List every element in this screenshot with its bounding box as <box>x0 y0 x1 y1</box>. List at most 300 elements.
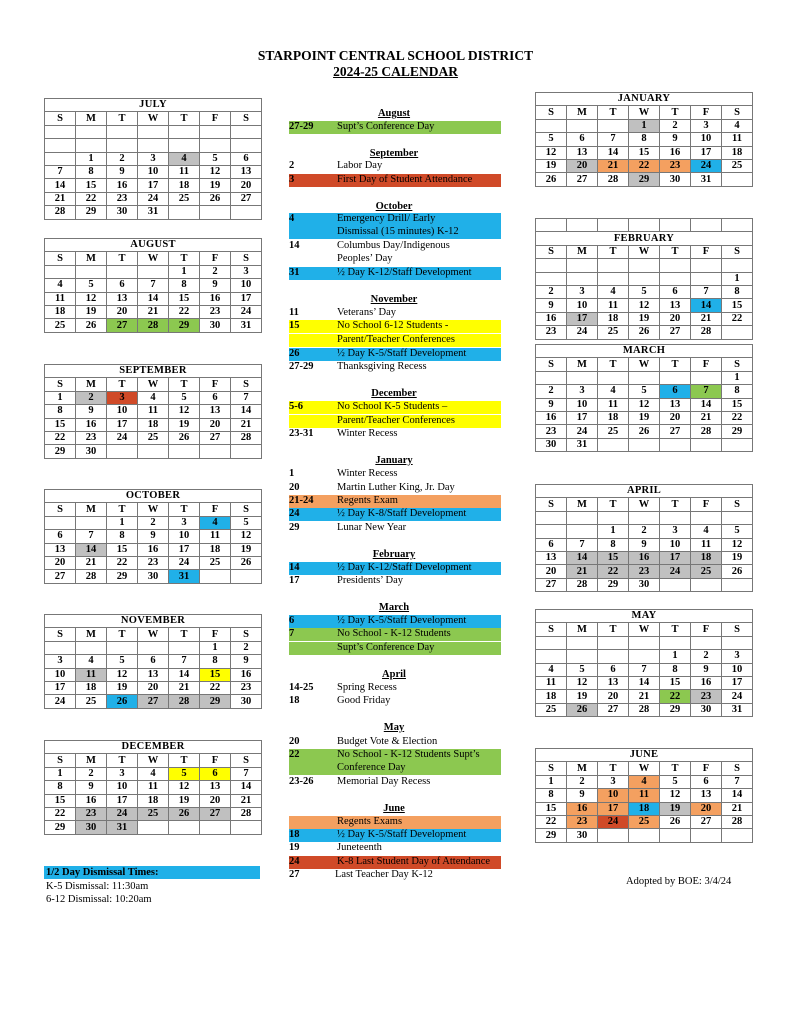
day-cell: 17 <box>231 292 262 305</box>
weekday-label: W <box>629 358 660 371</box>
day-cell: 17 <box>138 179 169 192</box>
day-cell: 11 <box>138 781 169 794</box>
day-cell: 8 <box>598 538 629 551</box>
day-cell: 24 <box>169 556 200 569</box>
week-row <box>45 206 262 219</box>
event-item <box>289 508 501 521</box>
day-cell: 25 <box>138 807 169 820</box>
weekday-label: T <box>598 498 629 511</box>
day-cell: 11 <box>598 299 629 312</box>
event-date: 19 <box>289 842 300 853</box>
day-cell: 15 <box>536 802 567 815</box>
blank-row <box>45 125 262 138</box>
event-description: Juneteenth <box>337 842 382 853</box>
weekday-label: W <box>629 762 660 775</box>
event-description: Thanksgiving Recess <box>337 361 427 372</box>
empty-cell <box>536 525 567 538</box>
day-cell: 22 <box>598 565 629 578</box>
day-cell: 5 <box>200 152 231 165</box>
day-cell: 25 <box>598 425 629 438</box>
day-cell: 1 <box>660 650 691 663</box>
weekday-label: S <box>231 112 262 125</box>
day-cell: 12 <box>660 789 691 802</box>
day-cell: 12 <box>76 292 107 305</box>
event-item <box>289 240 501 253</box>
event-description: Supt’s Conference Day <box>337 121 435 132</box>
week-row <box>536 802 753 815</box>
weekday-label: T <box>660 762 691 775</box>
day-cell: 15 <box>200 668 231 681</box>
day-cell: 15 <box>76 179 107 192</box>
day-cell: 4 <box>722 119 753 132</box>
weekday-label: T <box>107 628 138 641</box>
empty-cell <box>567 525 598 538</box>
day-cell: 25 <box>169 192 200 205</box>
empty-cell <box>138 641 169 654</box>
empty-cell <box>629 371 660 384</box>
day-cell: 21 <box>629 690 660 703</box>
day-cell: 31 <box>169 570 200 583</box>
day-cell: 2 <box>660 119 691 132</box>
district-title: STARPOINT CENTRAL SCHOOL DISTRICT <box>257 48 534 63</box>
day-cell: 22 <box>660 690 691 703</box>
event-month-heading: November <box>370 294 418 305</box>
day-cell: 10 <box>598 789 629 802</box>
event-date: 24 <box>289 856 300 867</box>
event-month-heading: December <box>371 388 417 399</box>
day-cell: 17 <box>107 794 138 807</box>
day-cell: 29 <box>107 570 138 583</box>
days-row <box>45 628 262 641</box>
empty-cell <box>231 445 262 458</box>
empty-cell <box>45 152 76 165</box>
event-item <box>289 468 501 481</box>
day-cell: 3 <box>107 391 138 404</box>
weekday-label: W <box>138 378 169 391</box>
blank-row <box>536 511 753 524</box>
day-cell: 7 <box>629 663 660 676</box>
day-cell: 7 <box>169 655 200 668</box>
month-name-row <box>45 99 262 112</box>
day-cell: 14 <box>76 543 107 556</box>
event-item <box>289 415 501 428</box>
empty-cell <box>598 511 629 524</box>
empty-cell <box>598 272 629 285</box>
day-cell: 14 <box>138 292 169 305</box>
weekday-label: F <box>200 503 231 516</box>
week-row <box>536 285 753 298</box>
dismissal-times-heading: 1/2 Day Dismissal Times: <box>44 866 260 879</box>
day-cell: 5 <box>76 279 107 292</box>
empty-cell <box>536 259 567 272</box>
day-cell: 16 <box>567 802 598 815</box>
empty-cell <box>107 125 138 138</box>
empty-cell <box>722 219 753 232</box>
event-item <box>289 267 501 280</box>
empty-cell <box>691 438 722 451</box>
calendar-nov <box>44 614 262 709</box>
day-cell: 13 <box>598 676 629 689</box>
empty-cell <box>567 272 598 285</box>
weekday-label: M <box>76 378 107 391</box>
day-cell: 16 <box>200 292 231 305</box>
day-cell: 29 <box>200 695 231 708</box>
event-date: 22 <box>289 749 300 760</box>
day-cell: 23 <box>138 556 169 569</box>
day-cell: 31 <box>231 319 262 332</box>
day-cell: 12 <box>567 676 598 689</box>
event-description: ½ Day K-5/Staff Development <box>337 348 467 359</box>
event-date: 5-6 <box>289 401 303 412</box>
empty-cell <box>691 578 722 591</box>
calendar-dec <box>44 740 262 835</box>
day-cell: 4 <box>169 152 200 165</box>
empty-cell <box>45 516 76 529</box>
event-description: No School K-5 Students – <box>337 401 448 412</box>
day-cell: 23 <box>629 565 660 578</box>
day-cell: 25 <box>722 159 753 172</box>
day-cell: 3 <box>660 525 691 538</box>
day-cell: 26 <box>722 565 753 578</box>
event-item <box>289 307 501 320</box>
day-cell: 5 <box>629 385 660 398</box>
calendar-title: 2024-25 CALENDAR <box>333 64 458 79</box>
day-cell: 16 <box>138 543 169 556</box>
weekday-label: T <box>107 252 138 265</box>
day-cell: 30 <box>200 319 231 332</box>
weekday-label: W <box>629 498 660 511</box>
day-cell: 30 <box>567 829 598 842</box>
empty-cell <box>629 219 660 232</box>
day-cell: 2 <box>536 385 567 398</box>
week-row <box>45 391 262 404</box>
empty-cell <box>169 139 200 152</box>
day-cell: 25 <box>138 431 169 444</box>
day-cell: 17 <box>598 802 629 815</box>
day-cell: 16 <box>536 411 567 424</box>
day-cell: 20 <box>45 556 76 569</box>
week-row <box>45 431 262 444</box>
day-cell: 5 <box>107 655 138 668</box>
day-cell: 25 <box>629 815 660 828</box>
event-date: 23-31 <box>289 428 314 439</box>
day-cell: 1 <box>200 641 231 654</box>
day-cell: 14 <box>45 179 76 192</box>
adoption-note: Adopted by BOE: 3/4/24 <box>626 876 732 887</box>
weekday-label: T <box>660 498 691 511</box>
week-row <box>45 265 262 278</box>
calendar-oct <box>44 489 262 584</box>
days-row <box>536 498 753 511</box>
day-cell: 17 <box>169 543 200 556</box>
event-month-heading: June <box>383 803 405 814</box>
day-cell: 23 <box>660 159 691 172</box>
weekday-label: F <box>691 106 722 119</box>
day-cell: 30 <box>691 703 722 716</box>
day-cell: 21 <box>567 565 598 578</box>
day-cell: 4 <box>598 285 629 298</box>
days-row <box>45 252 262 265</box>
day-cell: 5 <box>660 775 691 788</box>
event-date: 20 <box>289 482 300 493</box>
day-cell: 10 <box>722 663 753 676</box>
day-cell: 24 <box>567 425 598 438</box>
empty-cell <box>536 636 567 649</box>
day-cell: 13 <box>660 398 691 411</box>
month-name-row <box>45 365 262 378</box>
event-description: Good Friday <box>337 695 391 706</box>
weekday-label: T <box>169 252 200 265</box>
empty-cell <box>567 119 598 132</box>
week-row <box>45 794 262 807</box>
day-cell: 23 <box>200 305 231 318</box>
day-cell: 8 <box>45 405 76 418</box>
day-cell: 28 <box>722 815 753 828</box>
week-row <box>45 292 262 305</box>
day-cell: 7 <box>231 767 262 780</box>
day-cell: 18 <box>169 179 200 192</box>
day-cell: 27 <box>200 431 231 444</box>
calendar-mar <box>535 344 753 452</box>
day-cell: 20 <box>536 565 567 578</box>
empty-cell <box>45 265 76 278</box>
day-cell: 13 <box>536 551 567 564</box>
day-cell: 23 <box>76 431 107 444</box>
day-cell: 4 <box>536 663 567 676</box>
day-cell: 17 <box>567 411 598 424</box>
event-description: ½ Day K-5/Staff Development <box>337 829 467 840</box>
empty-cell <box>45 125 76 138</box>
day-cell: 8 <box>629 133 660 146</box>
day-cell: 2 <box>231 641 262 654</box>
empty-cell <box>138 445 169 458</box>
empty-cell <box>629 438 660 451</box>
weekday-label: S <box>722 245 753 258</box>
day-cell: 6 <box>660 285 691 298</box>
day-cell: 10 <box>138 165 169 178</box>
weekday-label: S <box>45 378 76 391</box>
day-cell: 16 <box>691 676 722 689</box>
day-cell: 18 <box>598 312 629 325</box>
day-cell: 17 <box>107 418 138 431</box>
event-date: 21-24 <box>289 495 314 506</box>
weekday-label: F <box>200 252 231 265</box>
empty-cell <box>76 516 107 529</box>
day-cell: 30 <box>629 578 660 591</box>
empty-cell <box>660 636 691 649</box>
day-cell: 1 <box>107 516 138 529</box>
day-cell: 24 <box>107 807 138 820</box>
weekday-label: S <box>536 623 567 636</box>
event-item <box>289 522 501 535</box>
empty-cell <box>660 438 691 451</box>
day-cell: 12 <box>231 530 262 543</box>
event-item <box>289 776 501 789</box>
weekday-label: T <box>107 754 138 767</box>
calendar-apr <box>535 484 753 592</box>
day-cell: 28 <box>691 425 722 438</box>
day-cell: 15 <box>169 292 200 305</box>
day-cell: 26 <box>629 425 660 438</box>
day-cell: 24 <box>231 305 262 318</box>
week-row <box>536 538 753 551</box>
day-cell: 3 <box>169 516 200 529</box>
day-cell: 20 <box>660 312 691 325</box>
calendar-jun <box>535 748 753 843</box>
week-row <box>45 516 262 529</box>
weekday-label: S <box>45 112 76 125</box>
days-row <box>536 245 753 258</box>
weekday-label: W <box>138 754 169 767</box>
event-date: 6 <box>289 615 295 626</box>
event-item <box>289 628 501 641</box>
day-cell: 21 <box>598 159 629 172</box>
day-cell: 12 <box>107 668 138 681</box>
empty-cell <box>231 125 262 138</box>
week-row <box>45 767 262 780</box>
day-cell: 29 <box>76 206 107 219</box>
event-date: 2 <box>289 160 295 171</box>
day-cell: 4 <box>691 525 722 538</box>
day-cell: 27 <box>107 319 138 332</box>
day-cell: 9 <box>200 279 231 292</box>
event-description: No School - K-12 Students <box>337 628 451 639</box>
day-cell: 17 <box>567 312 598 325</box>
month-name: DECEMBER <box>45 741 262 754</box>
week-row <box>45 570 262 583</box>
day-cell: 25 <box>200 556 231 569</box>
day-cell: 11 <box>536 676 567 689</box>
event-description: ½ Day K-8/Staff Development <box>337 508 467 519</box>
day-cell: 3 <box>567 285 598 298</box>
day-cell: 13 <box>107 292 138 305</box>
weekday-label: S <box>536 245 567 258</box>
day-cell: 24 <box>107 431 138 444</box>
empty-cell <box>536 511 567 524</box>
month-name: JUNE <box>536 749 753 762</box>
day-cell: 25 <box>691 565 722 578</box>
day-cell: 30 <box>76 445 107 458</box>
empty-cell <box>536 119 567 132</box>
empty-cell <box>598 650 629 663</box>
weekday-label: S <box>45 628 76 641</box>
day-cell: 5 <box>629 285 660 298</box>
month-name-row <box>536 345 753 358</box>
day-cell: 2 <box>107 152 138 165</box>
day-cell: 3 <box>138 152 169 165</box>
event-item <box>289 869 501 882</box>
weekday-label: T <box>660 623 691 636</box>
week-row <box>536 829 753 842</box>
event-item <box>289 749 501 762</box>
day-cell: 27 <box>200 807 231 820</box>
week-row <box>45 781 262 794</box>
day-cell: 24 <box>722 690 753 703</box>
weekday-label: M <box>567 623 598 636</box>
day-cell: 21 <box>138 305 169 318</box>
weekday-label: S <box>231 378 262 391</box>
day-cell: 10 <box>169 530 200 543</box>
day-cell: 10 <box>691 133 722 146</box>
event-description: Regents Exam <box>337 495 398 506</box>
day-cell: 27 <box>567 173 598 186</box>
day-cell: 12 <box>200 165 231 178</box>
empty-cell <box>722 829 753 842</box>
day-cell: 6 <box>107 279 138 292</box>
day-cell: 16 <box>107 179 138 192</box>
day-cell: 29 <box>598 578 629 591</box>
event-description: No School - K-12 Students Supt’s <box>337 749 480 760</box>
empty-cell <box>536 650 567 663</box>
weekday-label: S <box>536 498 567 511</box>
day-cell: 14 <box>691 398 722 411</box>
day-cell: 20 <box>660 411 691 424</box>
empty-cell <box>231 570 262 583</box>
event-date: 11 <box>289 307 299 318</box>
day-cell: 14 <box>722 789 753 802</box>
day-cell: 8 <box>107 530 138 543</box>
day-cell: 9 <box>76 781 107 794</box>
calendar-jan <box>535 92 753 187</box>
event-date: 23-26 <box>289 776 314 787</box>
event-item <box>289 856 501 869</box>
day-cell: 29 <box>45 445 76 458</box>
day-cell: 16 <box>536 312 567 325</box>
day-cell: 22 <box>45 807 76 820</box>
day-cell: 8 <box>45 781 76 794</box>
weekday-label: S <box>722 498 753 511</box>
day-cell: 18 <box>138 418 169 431</box>
day-cell: 23 <box>76 807 107 820</box>
weekday-label: F <box>200 754 231 767</box>
day-cell: 9 <box>691 663 722 676</box>
event-item <box>289 401 501 414</box>
day-cell: 16 <box>231 668 262 681</box>
event-description: Last Teacher Day K-12 <box>335 869 433 880</box>
event-item <box>289 121 501 134</box>
day-cell: 17 <box>660 551 691 564</box>
day-cell: 15 <box>598 551 629 564</box>
day-cell: 26 <box>169 431 200 444</box>
day-cell: 23 <box>567 815 598 828</box>
empty-cell <box>660 578 691 591</box>
week-row <box>45 668 262 681</box>
empty-cell <box>536 219 567 232</box>
day-cell: 21 <box>231 418 262 431</box>
empty-cell <box>138 265 169 278</box>
event-description: Budget Vote & Election <box>337 736 438 747</box>
empty-cell <box>169 125 200 138</box>
week-row <box>45 279 262 292</box>
empty-cell <box>722 636 753 649</box>
day-cell: 22 <box>536 815 567 828</box>
day-cell: 23 <box>691 690 722 703</box>
day-cell: 15 <box>722 398 753 411</box>
weekday-label: M <box>567 245 598 258</box>
blank-row <box>536 219 753 232</box>
day-cell: 4 <box>138 767 169 780</box>
day-cell: 17 <box>45 681 76 694</box>
day-cell: 24 <box>567 326 598 339</box>
empty-cell <box>138 125 169 138</box>
week-row <box>536 411 753 424</box>
empty-cell <box>76 265 107 278</box>
day-cell: 6 <box>138 655 169 668</box>
event-date: 27-29 <box>289 361 314 372</box>
weekday-label: S <box>45 503 76 516</box>
day-cell: 24 <box>45 695 76 708</box>
weekday-label: T <box>598 623 629 636</box>
